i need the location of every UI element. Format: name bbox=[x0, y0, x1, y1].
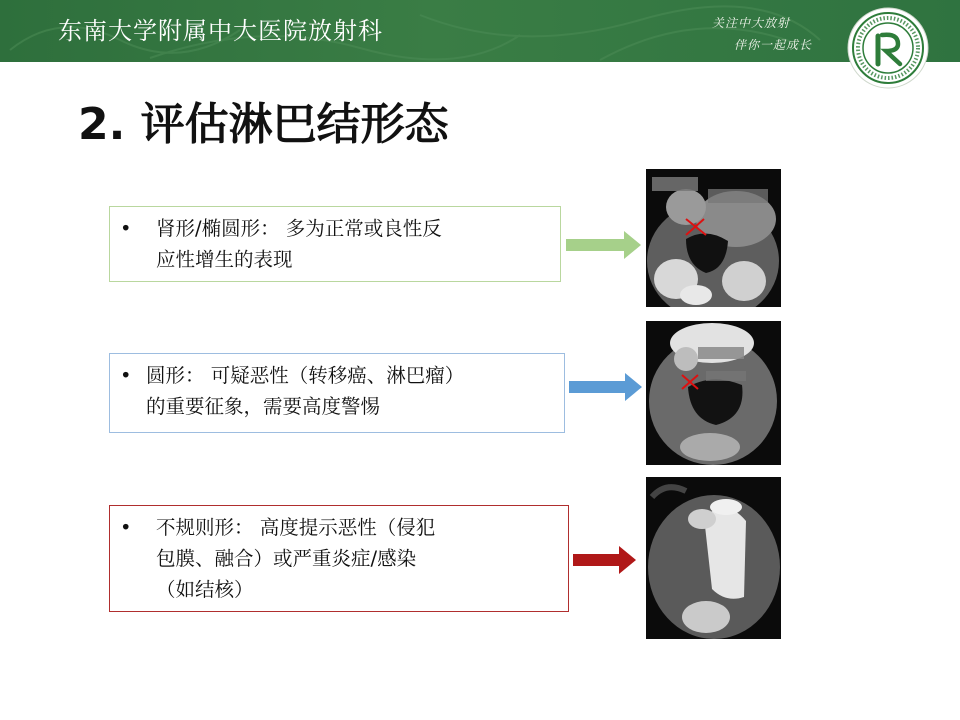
text-box-round-shape bbox=[109, 353, 565, 433]
arrow-right-icon bbox=[566, 229, 642, 261]
text-box-irregular-shape bbox=[109, 505, 569, 612]
logo-letter: R bbox=[887, 56, 889, 57]
box2-line1: 圆形： 可疑恶性（转移癌、淋巴瘤） bbox=[146, 364, 465, 387]
ct-scan-image-round-node bbox=[646, 321, 781, 465]
bullet: • bbox=[120, 364, 132, 387]
bullet: • bbox=[120, 217, 132, 240]
banner-title: 东南大学附属中大医院放射科 bbox=[58, 17, 383, 45]
ct-scan-image-oval-node bbox=[646, 169, 781, 307]
text-box-oval-shape bbox=[109, 206, 561, 282]
arrow-right-icon bbox=[573, 545, 637, 575]
ct-scan-image-irregular-node bbox=[646, 477, 781, 639]
hospital-radiology-logo-icon bbox=[846, 6, 930, 90]
bullet: • bbox=[120, 516, 132, 539]
box2-line2: 的重要征象，需要高度警惕 bbox=[146, 395, 381, 418]
slogan-line-1: 关注中大放射 bbox=[712, 16, 791, 30]
arrow-right-icon bbox=[569, 371, 643, 403]
box1-line1: 肾形/椭圆形： 多为正常或良性反 bbox=[156, 217, 442, 240]
box3-line1: 不规则形： 高度提示恶性（侵犯 bbox=[156, 516, 436, 539]
header-banner bbox=[0, 0, 960, 62]
box3-line3: （如结核） bbox=[156, 578, 254, 601]
slogan-line-2: 伴你一起成长 bbox=[734, 38, 813, 52]
box1-line2: 应性增生的表现 bbox=[156, 248, 293, 271]
slide-title: 2. 评估淋巴结形态 bbox=[78, 99, 449, 150]
box3-line2: 包膜、融合）或严重炎症/感染 bbox=[156, 547, 417, 570]
